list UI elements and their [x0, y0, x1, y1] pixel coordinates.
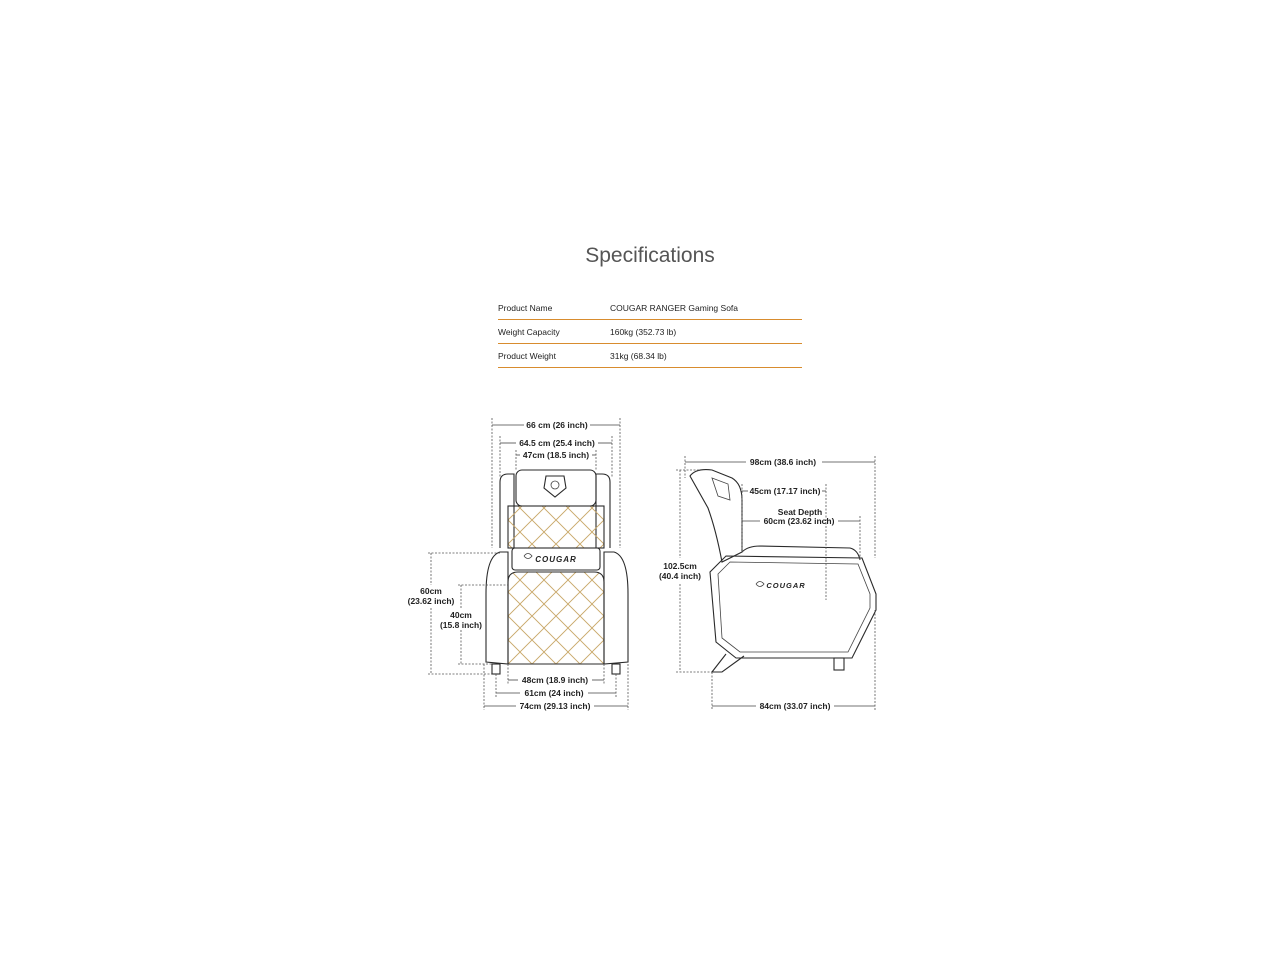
dim-front-arm-height-cm: 60cm	[420, 586, 442, 596]
dim-front-overall-width: 74cm (29.13 inch)	[519, 701, 591, 711]
front-left-foot	[492, 664, 500, 674]
side-body-panel	[710, 556, 876, 658]
side-backrest	[690, 470, 742, 562]
side-view-sofa	[690, 470, 876, 672]
dim-front-seat-width: 48cm (18.9 inch)	[521, 675, 589, 685]
dim-front-seat-height-cm: 40cm	[450, 610, 472, 620]
spec-label: Product Name	[498, 296, 610, 320]
front-right-foot	[612, 664, 620, 674]
front-view-sofa	[486, 470, 628, 674]
front-backrest	[508, 506, 604, 548]
front-headrest	[516, 470, 596, 506]
front-left-arm	[486, 552, 508, 664]
dim-front-backrest-width: 64.5 cm (25.4 inch)	[519, 438, 595, 448]
dim-side-base-depth: 84cm (33.07 inch)	[759, 701, 831, 711]
dim-front-headrest-width: 47cm (18.5 inch)	[522, 450, 590, 460]
dim-front-base-width: 61cm (24 inch)	[524, 688, 584, 698]
dim-front-arm-height-in: (23.62 inch)	[407, 596, 455, 606]
spec-label: Product Weight	[498, 344, 610, 368]
side-rear-foot	[834, 658, 844, 670]
page-title: Specifications	[585, 244, 715, 267]
dim-side-top-depth: 98cm (38.6 inch)	[749, 457, 817, 467]
spec-value: 31kg (68.34 lb)	[610, 344, 802, 368]
dim-side-seat-depth-value: 60cm (23.62 inch)	[763, 516, 835, 526]
front-brand-text: COUGAR	[535, 555, 577, 564]
dim-side-backrest-offset: 45cm (17.17 inch)	[749, 486, 821, 496]
side-front-leg	[712, 654, 744, 672]
dim-side-height-cm: 102.5cm	[663, 561, 697, 571]
side-headrest-tag-icon	[712, 478, 730, 500]
dim-front-top-width: 66 cm (26 inch)	[526, 420, 588, 430]
front-seat-cushion	[508, 572, 604, 664]
dim-front-seat-height-in: (15.8 inch)	[439, 620, 483, 630]
spec-value: COUGAR RANGER Gaming Sofa	[610, 296, 802, 320]
side-brand-mark-icon	[756, 582, 764, 587]
spec-label: Weight Capacity	[498, 320, 610, 344]
front-view-dimensions	[408, 418, 628, 711]
dim-side-seat-depth-label: Seat Depth	[777, 507, 823, 517]
dim-side-height-in: (40.4 inch)	[658, 571, 702, 581]
side-brand-text: COUGAR	[766, 581, 806, 590]
cougar-logo-icon	[544, 476, 566, 497]
brand-mark-icon	[524, 554, 532, 559]
side-body-inner	[718, 562, 870, 652]
front-right-arm	[604, 552, 628, 664]
spec-value: 160kg (352.73 lb)	[610, 320, 802, 344]
